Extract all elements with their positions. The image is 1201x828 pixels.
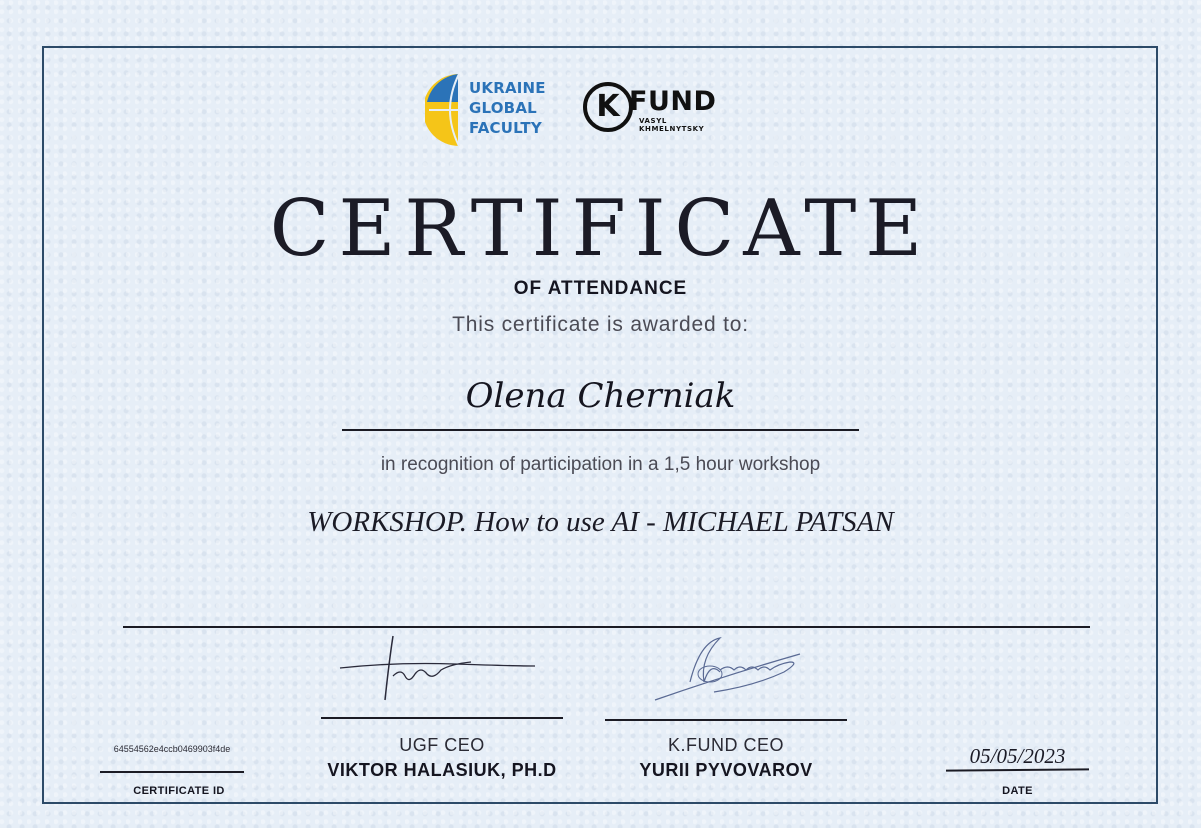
kfund-logo <box>583 80 753 140</box>
right-signatory-name: YURII PYVOVAROV <box>639 760 813 780</box>
date-value: 05/05/2023 <box>969 744 1066 768</box>
certificate-title: CERTIFICATE <box>269 184 932 274</box>
date-label: DATE <box>1002 785 1033 797</box>
ugf-globe-icon <box>425 72 469 148</box>
left-signatory-name: VIKTOR HALASIUK, PH.D <box>327 760 557 780</box>
kfund-sub-line2: KHMELNYTSKY <box>639 125 705 133</box>
ugf-logo-line2: GLOBAL <box>469 99 537 117</box>
right-signatory-role: K.FUND CEO <box>667 735 784 755</box>
workshop-title: WORKSHOP. How to use AI - MICHAEL PATSAN <box>307 506 894 538</box>
awarded-text: This certificate is awarded to: <box>452 313 749 336</box>
recognition-text: in recognition of participation in a 1,5 hour workshop <box>380 454 821 475</box>
ugf-logo-line1: UKRAINE <box>469 79 546 97</box>
left-signature-line <box>321 717 563 719</box>
kfund-subtitle <box>639 117 704 133</box>
certificate-id-value: 64554562e4ccb0469903f4de <box>113 744 231 754</box>
certificate-id-label: CERTIFICATE ID <box>133 785 225 797</box>
left-signature-graphic <box>335 632 545 704</box>
certificate-id-line <box>100 771 244 773</box>
certificate-frame <box>42 46 1158 804</box>
right-signatory <box>576 735 876 781</box>
kfund-k-mark: K <box>583 82 633 132</box>
signature-divider <box>123 626 1090 628</box>
left-signatory <box>292 735 592 781</box>
recipient-name: Olena Cherniak <box>465 376 736 416</box>
kfund-sub-line1: VASYL <box>639 117 667 125</box>
ugf-logo-line3: FACULTY <box>469 119 542 137</box>
kfund-wordmark: FUND <box>629 86 717 117</box>
certificate-subtitle: OF ATTENDANCE <box>513 278 688 299</box>
left-signatory-role: UGF CEO <box>399 735 485 755</box>
recipient-underline <box>342 429 859 431</box>
right-signature-line <box>605 719 847 721</box>
ugf-logo <box>425 72 555 148</box>
right-signature-graphic <box>650 634 815 706</box>
